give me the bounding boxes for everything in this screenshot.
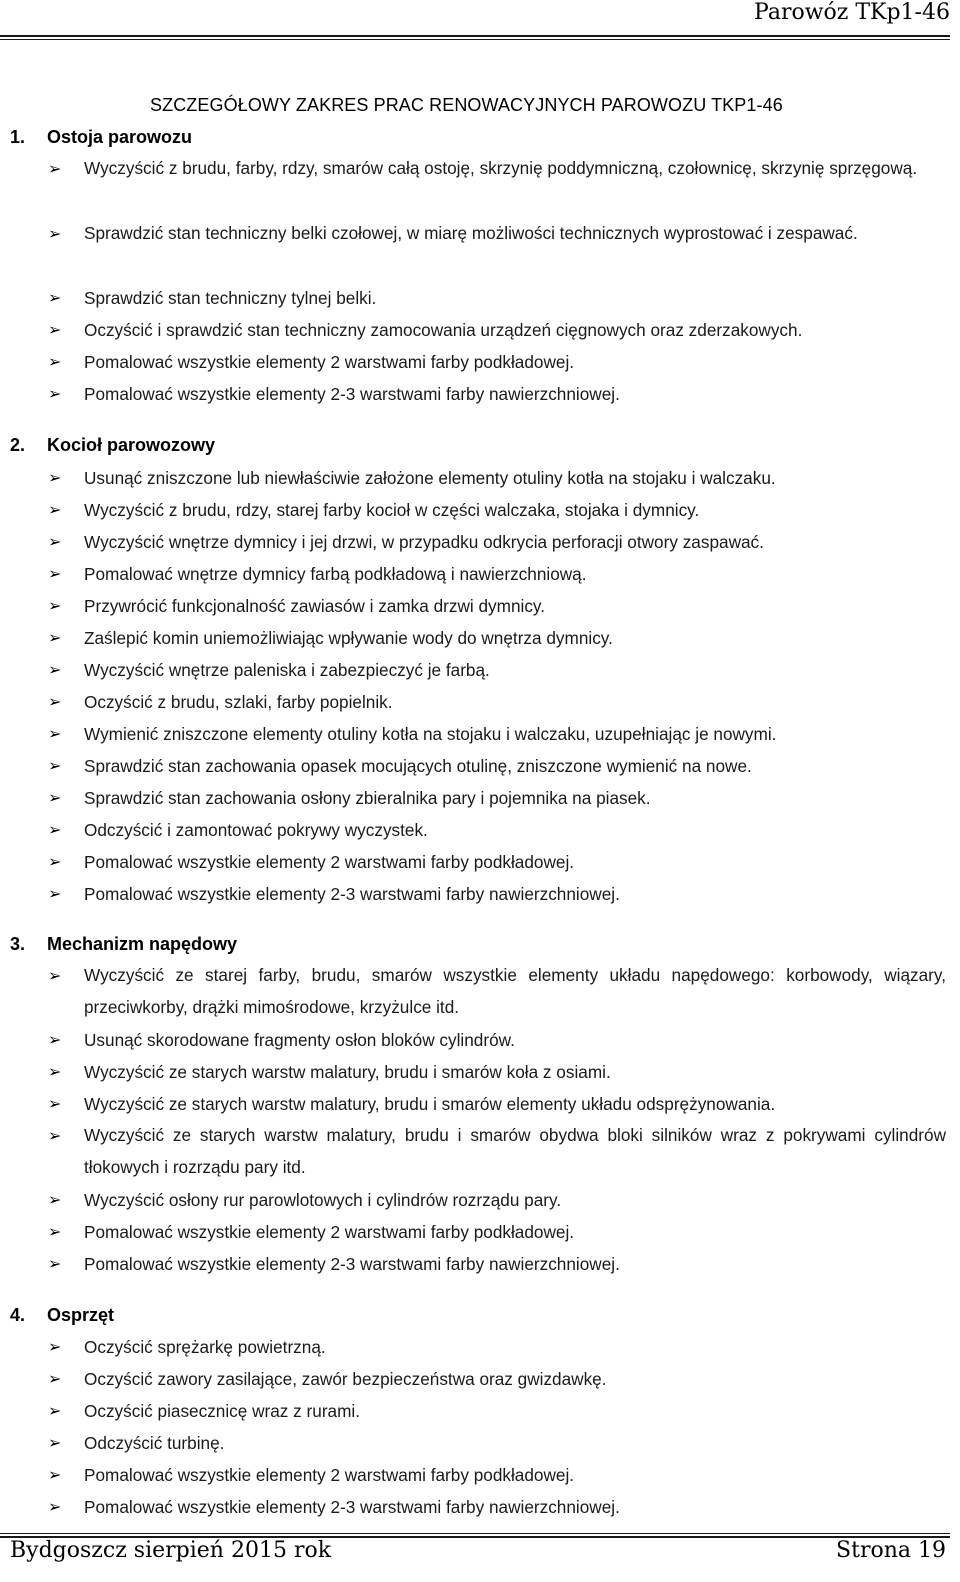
arrowhead-bullet-icon: ➢ bbox=[48, 1371, 62, 1388]
item-text: Wyczyścić osłony rur parowlotowych i cylindrów rozrządu pary. bbox=[84, 1190, 562, 1210]
item-text: Przywrócić funkcjonalność zawiasów i zamka drzwi dymnicy. bbox=[84, 596, 546, 616]
arrowhead-bullet-icon: ➢ bbox=[48, 968, 62, 985]
header-rule bbox=[0, 35, 950, 40]
page-header bbox=[0, 0, 950, 38]
item-text: Pomalować wszystkie elementy 2 warstwami farby podkładowej. bbox=[84, 352, 575, 372]
item-text: Sprawdzić stan techniczny belki czołowej, w miarę możliwości technicznych wyprostować i zespawać. bbox=[84, 223, 858, 243]
item-text: Oczyścić z brudu, szlaki, farby popielnik. bbox=[84, 692, 393, 712]
header-title: Parowóz TKp1-46 bbox=[754, 0, 950, 25]
item-text: Zaślepić komin uniemożliwiając wpływanie wody do wnętrza dymnicy. bbox=[84, 628, 613, 648]
arrowhead-bullet-icon: ➢ bbox=[48, 598, 62, 615]
arrowhead-bullet-icon: ➢ bbox=[48, 822, 62, 839]
arrowhead-bullet-icon: ➢ bbox=[48, 566, 62, 583]
arrowhead-bullet-icon: ➢ bbox=[48, 1096, 62, 1113]
arrowhead-bullet-icon: ➢ bbox=[48, 1224, 62, 1241]
arrowhead-bullet-icon: ➢ bbox=[48, 226, 62, 243]
section-heading-1 bbox=[10, 126, 192, 148]
section-heading-4 bbox=[10, 1304, 114, 1326]
item-text: Oczyścić sprężarkę powietrzną. bbox=[84, 1337, 326, 1357]
arrowhead-bullet-icon: ➢ bbox=[48, 1403, 62, 1420]
item-text: Wyczyścić ze starych warstw malatury, brudu i smarów elementy układu odsprężynowania. bbox=[84, 1094, 776, 1114]
item-text: Pomalować wszystkie elementy 2 warstwami farby podkładowej. bbox=[84, 1465, 575, 1485]
arrowhead-bullet-icon: ➢ bbox=[48, 790, 62, 807]
item-text: Wyczyścić wnętrze paleniska i zabezpieczyć je farbą. bbox=[84, 660, 490, 680]
arrowhead-bullet-icon: ➢ bbox=[48, 662, 62, 679]
section-title: Mechanizm napędowy bbox=[47, 934, 238, 954]
item-text: Odczyścić turbinę. bbox=[84, 1433, 225, 1453]
section-title: Kocioł parowozowy bbox=[47, 435, 216, 455]
section-number: 1. bbox=[10, 127, 26, 147]
item-text: Wyczyścić ze starych warstw malatury, brudu i smarów obydwa bloki silników wraz z pokrywami cylindrów tłokowych i rozrządu pary itd. bbox=[84, 1125, 946, 1177]
arrowhead-bullet-icon: ➢ bbox=[48, 322, 62, 339]
arrowhead-bullet-icon: ➢ bbox=[48, 1256, 62, 1273]
section-title: Ostoja parowozu bbox=[47, 127, 193, 147]
item-text: Wyczyścić ze starych warstw malatury, brudu i smarów koła z osiami. bbox=[84, 1062, 611, 1082]
item-text: Wyczyścić z brudu, rdzy, starej farby kocioł w części walczaka, stojaka i dymnicy. bbox=[84, 500, 700, 520]
item-text: Pomalować wszystkie elementy 2-3 warstwami farby nawierzchniowej. bbox=[84, 884, 620, 904]
item-text: Usunąć skorodowane fragmenty osłon bloków cylindrów. bbox=[84, 1030, 515, 1050]
arrowhead-bullet-icon: ➢ bbox=[48, 502, 62, 519]
item-text: Pomalować wszystkie elementy 2-3 warstwami farby nawierzchniowej. bbox=[84, 384, 620, 404]
section-heading-3 bbox=[10, 933, 237, 955]
item-text: Sprawdzić stan zachowania osłony zbieralnika pary i pojemnika na piasek. bbox=[84, 788, 651, 808]
arrowhead-bullet-icon: ➢ bbox=[48, 1032, 62, 1049]
item-text: Odczyścić i zamontować pokrywy wyczystek. bbox=[84, 820, 428, 840]
arrowhead-bullet-icon: ➢ bbox=[48, 290, 62, 307]
section-number: 4. bbox=[10, 1305, 26, 1325]
arrowhead-bullet-icon: ➢ bbox=[48, 161, 62, 178]
arrowhead-bullet-icon: ➢ bbox=[48, 758, 62, 775]
item-text: Sprawdzić stan techniczny tylnej belki. bbox=[84, 288, 377, 308]
item-text: Usunąć zniszczone lub niewłaściwie założone elementy otuliny kotła na stojaku i walczaku. bbox=[84, 468, 776, 488]
arrowhead-bullet-icon: ➢ bbox=[48, 886, 62, 903]
arrowhead-bullet-icon: ➢ bbox=[48, 726, 62, 743]
item-text: Wymienić zniszczone elementy otuliny kotła na stojaku i walczaku, uzupełniając je nowymi. bbox=[84, 724, 777, 744]
arrowhead-bullet-icon: ➢ bbox=[48, 534, 62, 551]
arrowhead-bullet-icon: ➢ bbox=[48, 1467, 62, 1484]
item-text: Wyczyścić wnętrze dymnicy i jej drzwi, w przypadku odkrycia perforacji otwory zaspawać. bbox=[84, 532, 764, 552]
section-heading-2 bbox=[10, 434, 215, 456]
item-text: Oczyścić piasecznicę wraz z rurami. bbox=[84, 1401, 361, 1421]
footer-location-date: Bydgoszcz sierpień 2015 rok bbox=[10, 1538, 332, 1563]
item-text: Pomalować wnętrze dymnicy farbą podkładową i nawierzchniową. bbox=[84, 564, 587, 584]
arrowhead-bullet-icon: ➢ bbox=[48, 1339, 62, 1356]
item-text: Wyczyścić z brudu, farby, rdzy, smarów całą ostoję, skrzynię poddymniczną, czołownicę, skrzynię sprzęgową. bbox=[84, 158, 918, 178]
item-text: Oczyścić zawory zasilające, zawór bezpieczeństwa oraz gwizdawkę. bbox=[84, 1369, 607, 1389]
footer-page-number: Strona 19 bbox=[836, 1538, 946, 1563]
item-text: Pomalować wszystkie elementy 2 warstwami farby podkładowej. bbox=[84, 852, 575, 872]
arrowhead-bullet-icon: ➢ bbox=[48, 1192, 62, 1209]
section-title: Osprzęt bbox=[47, 1305, 115, 1325]
arrowhead-bullet-icon: ➢ bbox=[48, 1499, 62, 1516]
arrowhead-bullet-icon: ➢ bbox=[48, 630, 62, 647]
item-text: Pomalować wszystkie elementy 2-3 warstwami farby nawierzchniowej. bbox=[84, 1497, 620, 1517]
section-number: 3. bbox=[10, 934, 26, 954]
item-text: Pomalować wszystkie elementy 2 warstwami farby podkładowej. bbox=[84, 1222, 575, 1242]
arrowhead-bullet-icon: ➢ bbox=[48, 386, 62, 403]
arrowhead-bullet-icon: ➢ bbox=[48, 470, 62, 487]
item-text: Sprawdzić stan zachowania opasek mocujących otulinę, zniszczone wymienić na nowe. bbox=[84, 756, 752, 776]
arrowhead-bullet-icon: ➢ bbox=[48, 854, 62, 871]
item-text: Oczyścić i sprawdzić stan techniczny zamocowania urządzeń cięgnowych oraz zderzakowych. bbox=[84, 320, 803, 340]
section-number: 2. bbox=[10, 435, 26, 455]
arrowhead-bullet-icon: ➢ bbox=[48, 354, 62, 371]
item-text: Wyczyścić ze starej farby, brudu, smarów wszystkie elementy układu napędowego: korbowody, wiązary, przeciwkorby, drążki mimośrodowe, krzyżulce itd. bbox=[84, 965, 946, 1017]
document-title: SZCZEGÓŁOWY ZAKRES PRAC RENOWACYJNYCH PAROWOZU TKP1-46 bbox=[150, 95, 783, 115]
arrowhead-bullet-icon: ➢ bbox=[48, 694, 62, 711]
arrowhead-bullet-icon: ➢ bbox=[48, 1064, 62, 1081]
arrowhead-bullet-icon: ➢ bbox=[48, 1128, 62, 1145]
arrowhead-bullet-icon: ➢ bbox=[48, 1435, 62, 1452]
item-text: Pomalować wszystkie elementy 2-3 warstwami farby nawierzchniowej. bbox=[84, 1254, 620, 1274]
